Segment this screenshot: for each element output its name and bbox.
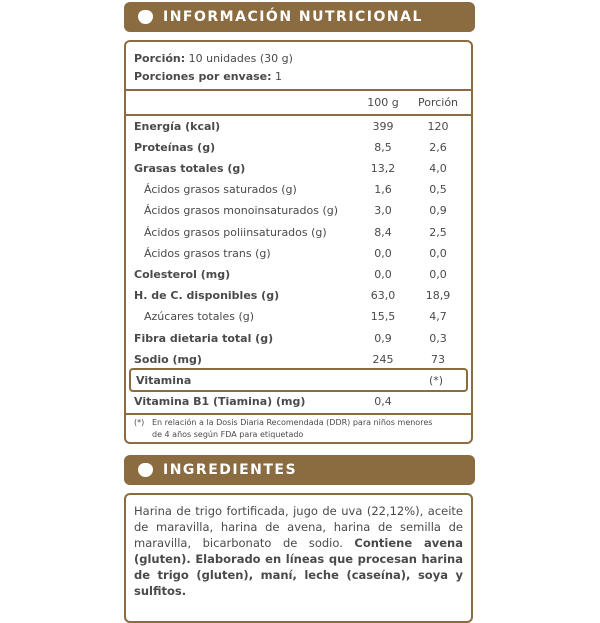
nutrition-table xyxy=(124,40,473,444)
nutrient-label: Ácidos grasos saturados (g) xyxy=(144,183,297,197)
ingredients-box xyxy=(124,493,473,623)
nutrition-title: INFORMACIÓN NUTRICIONAL xyxy=(163,9,423,25)
value-100g: 8,5 xyxy=(374,140,392,154)
nutrient-row xyxy=(134,180,463,200)
value-portion: 120 xyxy=(427,119,449,133)
value-100g: 63,0 xyxy=(370,289,396,303)
value-portion: 0,9 xyxy=(429,204,447,218)
value-portion: 2,6 xyxy=(429,140,447,154)
nutrient-row xyxy=(134,307,463,327)
value-100g: 13,2 xyxy=(370,161,396,175)
nutrient-label: Ácidos grasos monoinsaturados (g) xyxy=(144,204,339,218)
footnote: (*) En relación a la Dosis Diaria Recomendada (DDR) para niños menores de 4 años según FDA para etiquetado xyxy=(134,418,433,439)
serving-row: Porción: 10 unidades (30 g) xyxy=(134,51,293,65)
vitamin-b1-row: Vitamina B1 (Tiamina) (mg) 0,4 xyxy=(134,394,392,408)
ingredients-title: INGREDIENTES xyxy=(163,462,298,478)
value-100g: 0,0 xyxy=(374,246,392,260)
nutrient-row xyxy=(134,243,463,263)
nutrient-row xyxy=(134,201,463,221)
ingredients-header xyxy=(124,455,475,485)
vitamin-row: Vitamina (*) xyxy=(129,368,468,392)
value-portion: 0,3 xyxy=(429,331,447,345)
value-100g: 0,0 xyxy=(374,267,392,281)
nutrient-label: Proteínas (g) xyxy=(134,140,216,154)
value-100g: 399 xyxy=(372,119,394,133)
nutrient-row xyxy=(134,137,463,157)
value-100g: 0,9 xyxy=(374,331,392,345)
nutrient-row xyxy=(134,158,463,178)
nutrient-row xyxy=(134,116,463,136)
nutrient-row xyxy=(134,264,463,284)
value-portion: 73 xyxy=(431,352,445,366)
value-100g: 3,0 xyxy=(374,204,392,218)
nutrient-label: Fibra dietaria total (g) xyxy=(134,331,274,345)
nutrient-label: Ácidos grasos poliinsaturados (g) xyxy=(144,225,327,239)
value-100g: 245 xyxy=(372,352,394,366)
nutrient-row xyxy=(134,222,463,242)
value-portion: 2,5 xyxy=(429,225,447,239)
column-header: 100 g Porción xyxy=(367,95,459,109)
nutrient-row xyxy=(134,349,463,369)
nutrient-row xyxy=(134,328,463,348)
value-100g: 8,4 xyxy=(374,225,392,239)
ingredients-text: Harina de trigo fortificada, jugo de uva (22,12%), aceite de maravilla, harina de avena, harina de semilla de maravilla, bicarbonato de sodio. xyxy=(134,504,463,550)
nutrient-label: Ácidos grasos trans (g) xyxy=(144,246,271,260)
value-portion: 18,9 xyxy=(425,289,451,303)
heart-icon xyxy=(138,463,153,477)
allergens-text: Contiene avena (gluten). Elaborado en líneas que procesan harina de trigo (gluten), maní, leche (caseína), soya y sulfitos. xyxy=(134,536,463,598)
nutrient-label: Colesterol (mg) xyxy=(134,267,231,281)
heart-icon xyxy=(138,10,153,24)
nutrient-label: Energía (kcal) xyxy=(134,119,221,133)
value-100g: 15,5 xyxy=(370,310,396,324)
nutrient-label: Sodio (mg) xyxy=(134,352,202,366)
servings-row: Porciones por envase: 1 xyxy=(134,69,283,83)
nutrient-label: H. de C. disponibles (g) xyxy=(134,289,280,303)
value-100g: 1,6 xyxy=(374,183,392,197)
value-portion: 0,0 xyxy=(429,267,447,281)
nutrition-header xyxy=(124,2,475,32)
nutrient-label: Azúcares totales (g) xyxy=(144,310,255,324)
nutrient-row xyxy=(134,286,463,306)
value-portion: 0,5 xyxy=(429,183,447,197)
value-portion: 4,7 xyxy=(429,310,447,324)
nutrient-label: Grasas totales (g) xyxy=(134,161,246,175)
value-portion: 4,0 xyxy=(429,161,447,175)
value-portion: 0,0 xyxy=(429,246,447,260)
